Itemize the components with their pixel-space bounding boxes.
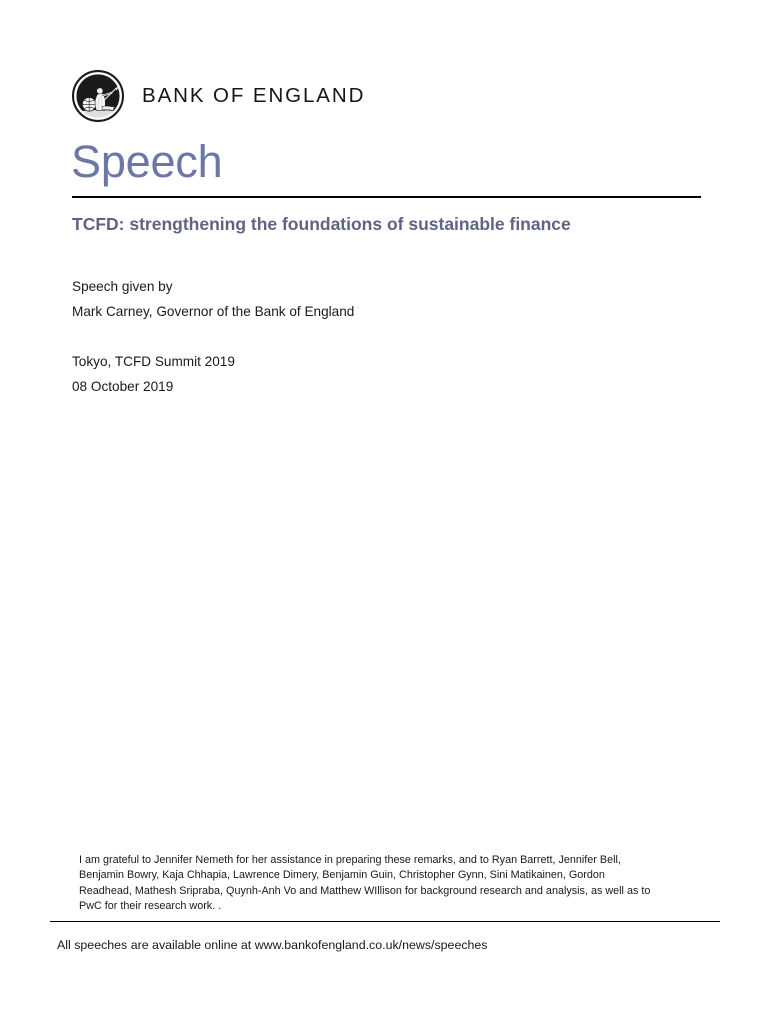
masthead xyxy=(72,70,365,122)
bank-of-england-seal-icon xyxy=(72,70,124,122)
page-title: TCFD: strengthening the foundations of sustainable finance xyxy=(72,214,571,234)
footer-note: All speeches are available online at www.bankofengland.co.uk/news/speeches xyxy=(57,938,488,952)
section-label: Speech xyxy=(71,136,223,187)
speech-given-by-label: Speech given by xyxy=(72,279,173,294)
acknowledgements-footnote: I am grateful to Jennifer Nemeth for her assistance in preparing these remarks, and to Ryan Barrett, Jennifer Bell, Benjamin Bowry, Kaja Chhapia, Lawrence Dimery, Benjamin Guin, Christopher Gynn, Sini Matikainen, Gordon Readhead, Mathesh Sripraba, Quynh-Anh Vo and Matthew WIllison for background research and analysis, as well as to PwC for their research work. . xyxy=(79,854,651,912)
organisation-wordmark: BANK OF ENGLAND xyxy=(142,83,366,107)
event-location: Tokyo, TCFD Summit 2019 xyxy=(72,354,235,369)
header-divider xyxy=(72,196,701,198)
footer-divider xyxy=(50,921,720,922)
event-date: 08 October 2019 xyxy=(72,379,174,394)
speech-author: Mark Carney, Governor of the Bank of England xyxy=(72,304,355,319)
